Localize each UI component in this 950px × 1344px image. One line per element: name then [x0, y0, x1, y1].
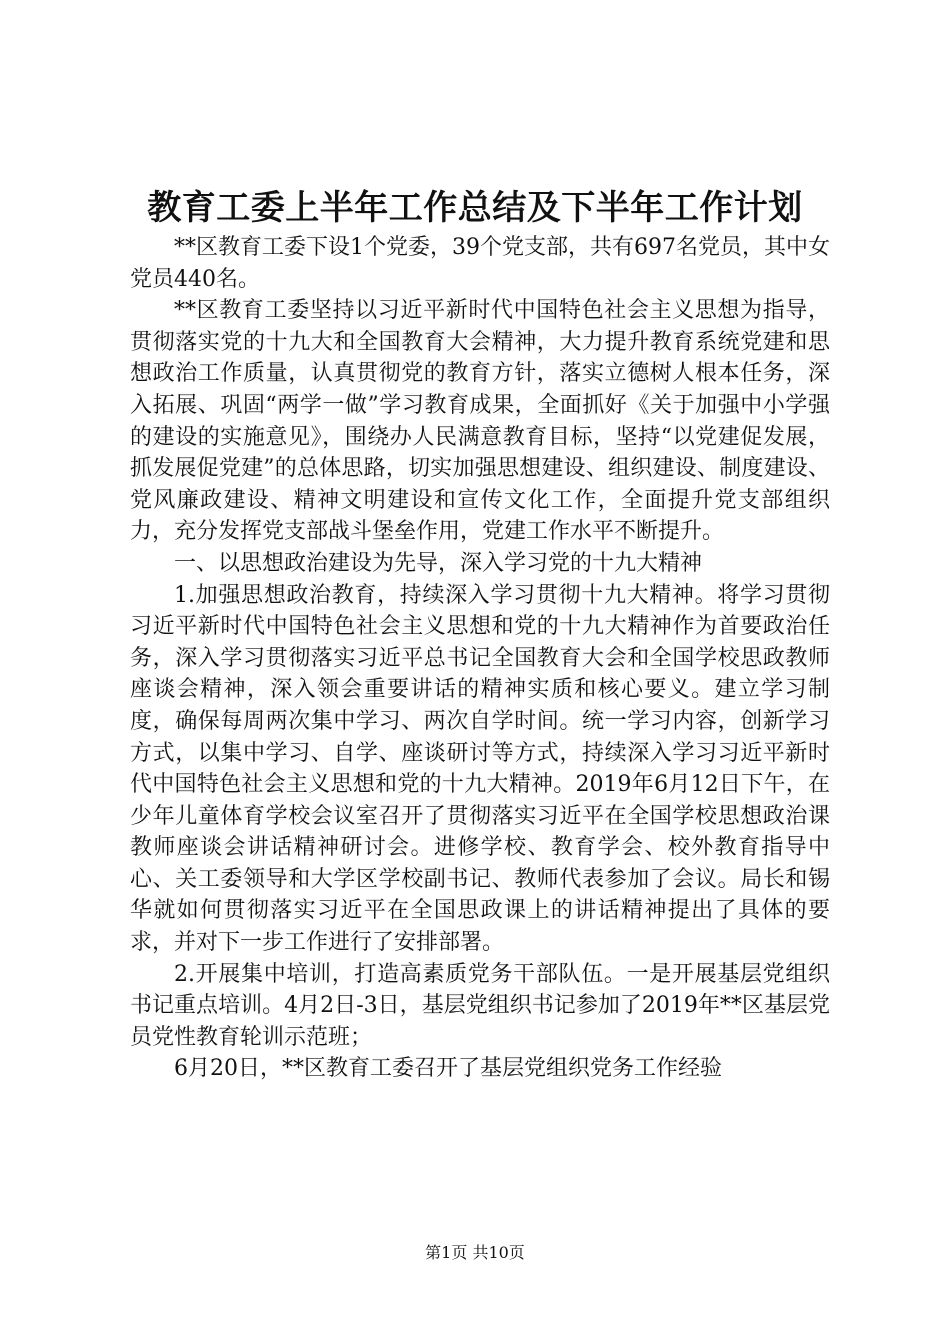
document-body	[130, 232, 830, 1085]
paragraph-overview: **区教育工委坚持以习近平新时代中国特色社会主义思想为指导，贯彻落实党的十九大和全国教育大会精神，大力提升教育系统党建和思想政治工作质量，认真贯彻党的教育方针，落实立德树人根本任务，深入拓展、巩固“两学一做”学习教育成果，全面抓好《关于加强中小学强的建设的实施意见》，围绕办人民满意教育目标，坚持“以党建促发展，抓发展促党建”的总体思路，切实加强思想建设、组织建设、制度建设、党风廉政建设、精神文明建设和宣传文化工作，全面提升党支部组织力，充分发挥党支部战斗堡垒作用，党建工作水平不断提升。	[130, 298, 830, 545]
paragraph-item-2: 2.开展集中培训，打造高素质党务干部队伍。一是开展基层党组织书记重点培训。4月2日-3日，基层党组织书记参加了2019年**区基层党员党性教育轮训示范班；	[130, 961, 830, 1050]
paragraph-item-1: 1.加强思想政治教育，持续深入学习贯彻十九大精神。将学习贯彻习近平新时代中国特色社会主义思想和党的十九大精神作为首要政治任务，深入学习贯彻落实习近平总书记全国教育大会和全国学校思政教师座谈会精神，深入领会重要讲话的精神实质和核心要义。建立学习制度，确保每周两次集中学习、两次自学时间。统一学习内容，创新学习方式，以集中学习、自学、座谈研讨等方式，持续深入学习习近平新时代中国特色社会主义思想和党的十九大精神。2019年6月12日下午，在少年儿童体育学校会议室召开了贯彻落实习近平在全国学校思想政治课教师座谈会讲话精神研讨会。进修学校、教育学会、校外教育指导中心、关工委领导和大学区学校副书记、教师代表参加了会议。局长和锡华就如何贯彻落实习近平在全国思政课上的讲话精神提出了具体的要求，并对下一步工作进行了安排部署。	[130, 582, 830, 956]
paragraph-intro: **区教育工委下设1个党委，39个党支部，共有697名党员，其中女党员440名。	[130, 235, 830, 292]
paragraph-continued: 6月20日，**区教育工委召开了基层党组织党务工作经验	[174, 1056, 722, 1082]
section-heading-1: 一、以思想政治建设为先导，深入学习党的十九大精神	[174, 550, 703, 576]
document-title: 教育工委上半年工作总结及下半年工作计划	[147, 188, 803, 228]
page-footer: 第1页 共10页	[425, 1243, 525, 1262]
